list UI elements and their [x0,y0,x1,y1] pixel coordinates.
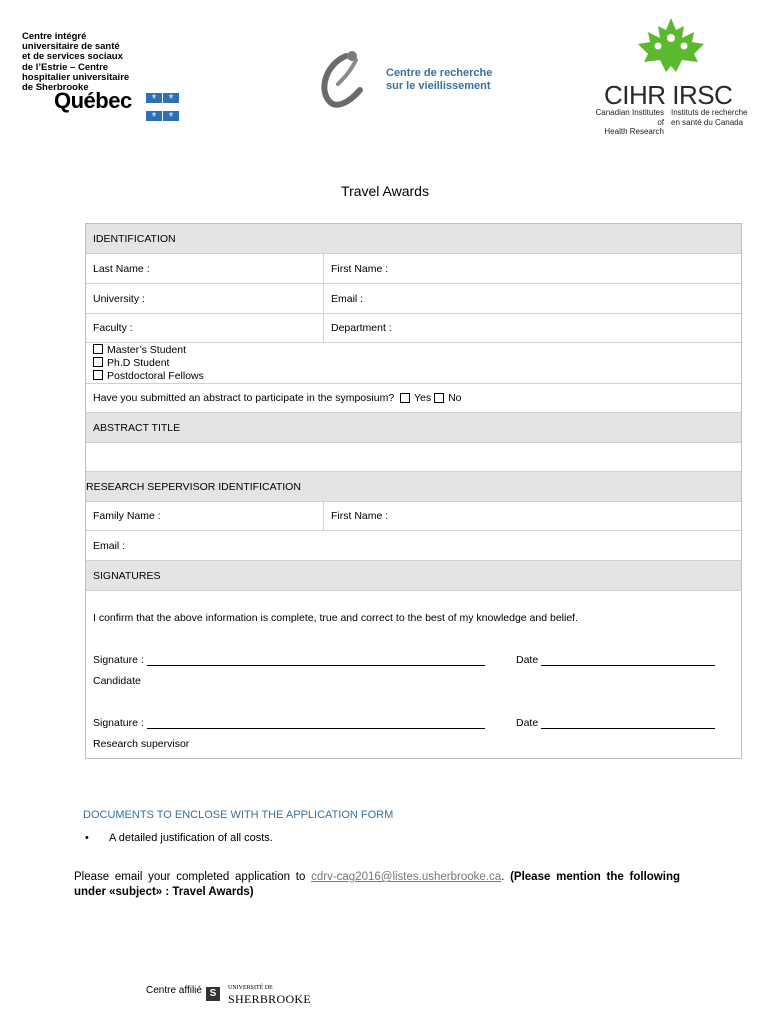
question-text: Have you submitted an abstract to participate in the symposium? [93,392,395,404]
status-row [86,343,741,384]
abstract-question-row [86,384,741,413]
identification-header [86,224,741,254]
signature-input[interactable] [147,654,485,666]
documents-heading: DOCUMENTS TO ENCLOSE WITH THE APPLICATION FORM [83,809,394,821]
signature-label: Signature : [93,717,144,729]
cihr-english-name [588,108,664,137]
cihr-fr-line: en santé du Canada [671,117,744,127]
option-label: Master’s Student [107,344,186,356]
supervisor-header [86,472,741,502]
supervisor-first-name-field[interactable]: First Name : [323,502,741,530]
email-instructions [74,870,680,899]
email-field[interactable]: Email : [323,284,741,313]
last-name-field[interactable]: Last Name : [93,262,150,275]
section-heading: SIGNATURES [93,569,161,582]
cihr-en-line: Health Research [604,127,664,136]
supervisor-name-row [86,502,741,531]
instruction-text: Please email your completed application to [74,871,306,883]
ciusss-logo-text [22,32,129,93]
first-name-field[interactable]: First Name : [323,254,741,283]
date-label: Date [516,654,539,666]
faculty-field[interactable]: Faculty : [93,322,133,334]
cihr-en-line: Canadian Institutes of [595,108,664,127]
subject-instruction: (Please mention the following under «subject» : Travel Awards) [74,871,681,898]
university-row [86,284,741,314]
candidate-date-line[interactable] [516,654,715,666]
affiliated-label: Centre affilié [146,985,202,996]
quebec-flag-icon: ⚜ ⚜⚜ ⚜ [146,86,182,122]
cihr-fr-line: Instituts de recherche [671,108,748,117]
abstract-question [86,384,741,412]
date-input[interactable] [541,717,715,729]
checkbox-icon[interactable] [93,370,103,380]
ciusss-line: Centre intégré [22,31,87,42]
no-checkbox-icon[interactable] [434,393,444,403]
university-name: SHERBROOKE [228,992,312,1006]
signature-input[interactable] [147,717,485,729]
faculty-row [86,314,741,343]
crv-line: Centre de recherche [386,67,493,79]
cihr-title: CIHR IRSC [604,80,733,110]
status-option-phd[interactable] [93,357,204,370]
ciusss-line: de Sherbrooke [22,82,89,94]
bullet-icon: • [85,832,89,844]
name-row [86,254,741,284]
signature-label: Signature : [93,654,144,666]
abstract-title-field[interactable] [86,443,741,472]
crv-name [386,67,492,93]
yes-checkbox-icon[interactable] [400,393,410,403]
date-input[interactable] [541,654,715,666]
cihr-french-name [671,108,751,127]
section-heading: ABSTRACT TITLE [93,421,181,434]
option-label: Ph.D Student [107,357,170,369]
abstract-title-header [86,413,741,443]
family-name-field[interactable]: Family Name : [93,510,161,522]
status-option-postdoc[interactable] [93,370,204,383]
supervisor-email-field[interactable]: Email : [93,539,126,552]
section-heading: IDENTIFICATION [93,232,176,245]
ciusss-line: universitaire de santé [22,41,120,53]
signatures-header [86,561,741,591]
supervisor-date-line[interactable] [516,717,715,729]
page-title: Travel Awards [341,183,429,199]
yes-label: Yes [414,392,432,404]
status-option-masters[interactable] [93,344,204,357]
maple-leaf-icon [636,16,706,80]
university-field[interactable]: University : [93,292,145,305]
supervisor-email-row [86,531,741,561]
punctuation: . [501,871,505,883]
document-list-item [85,832,273,844]
university-label: UNIVERSITÉ DE [228,985,273,991]
crv-logo-icon [316,50,366,110]
supervisor-signature-line[interactable] [93,717,485,729]
no-label: No [448,392,462,404]
supervisor-label: Research supervisor [93,738,190,750]
sherbrooke-logo-icon: S [206,987,220,1001]
confirmation-text: I confirm that the above information is complete, true and correct to the best of my knowledge and belief. [93,612,579,624]
department-field[interactable]: Department : [323,314,741,342]
option-label: Postdoctoral Fellows [107,370,204,382]
crv-line: sur le vieillissement [386,80,491,92]
candidate-label: Candidate [93,675,141,687]
email-link[interactable]: cdrv-cag2016@listes.usherbrooke.ca [311,871,502,883]
signatures-block [86,591,741,758]
list-item-text: A detailed justification of all costs. [109,832,273,844]
application-form [85,223,742,759]
date-label: Date [516,717,539,729]
ciusss-line: hospitalier universitaire [22,71,130,83]
ciusss-line: et de services sociaux [22,51,123,63]
quebec-wordmark: Québec [54,88,132,113]
candidate-signature-line[interactable] [93,654,485,666]
checkbox-icon[interactable] [93,344,103,354]
section-heading: RESEARCH SEPERVISOR IDENTIFICATION [86,480,301,493]
checkbox-icon[interactable] [93,357,103,367]
ciusss-line: de l’Estrie – Centre [22,61,109,73]
